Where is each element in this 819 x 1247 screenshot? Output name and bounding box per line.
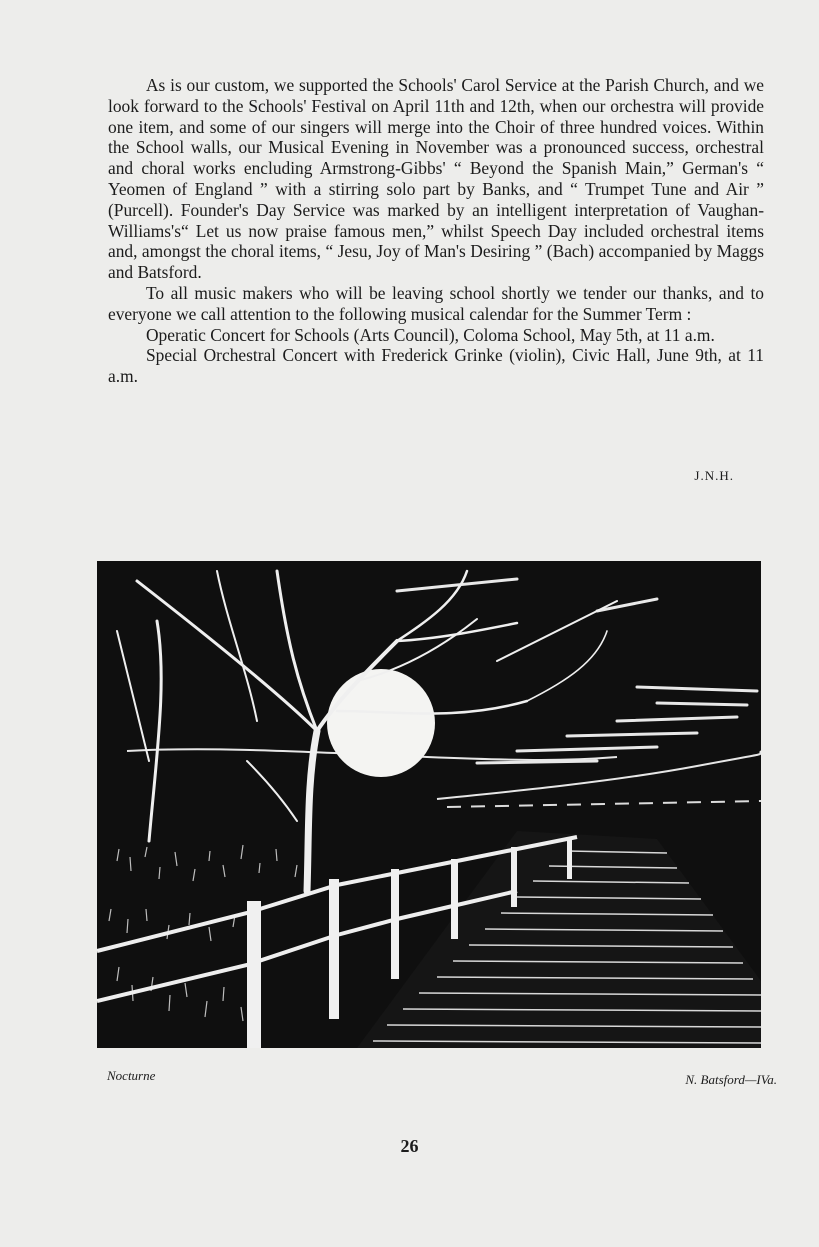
figure-credit: N. Batsford—IVa. [685, 1072, 777, 1087]
linocut-illustration [97, 561, 761, 1048]
paragraph-orchestral-concert: Special Orchestral Concert with Frederick Grinke (violin), Civic Hall, June 9th, at 11 a.m. [108, 345, 764, 387]
paragraph-music-report: As is our custom, we supported the Schools' Carol Service at the Parish Church, and we look forward to the Schools' Festival on April 11th and 12th, when our orchestra will provide one item, and some of our singers will merge into the Choir of three hundred voices. Within the School walls, our Musical Evening in November was a pronounced success, orchestral and choral works encluding Armstrong-Gibbs' “ Beyond the Spanish Main,” German's “ Yeomen of England ” with a stirring solo part by Banks, and “ Trumpet Tune and Air ” (Purcell). Founder's Day Service was marked by an intelligent interpretation of Vaughan-Williams's“ Let us now praise famous men,” whilst Speech Day included orchestral items and, amongst the choral items, “ Jesu, Joy of Man's Desiring ” (Bach) accompanied by Maggs and Batsford. [108, 75, 764, 283]
author-initials: J.N.H. [694, 468, 734, 483]
article-body [108, 75, 764, 387]
page-number: 26 [400, 1136, 419, 1156]
nocturne-linocut [97, 561, 761, 1048]
paragraph-thanks: To all music makers who will be leaving school shortly we tender our thanks, and to everyone we call attention to the following musical calendar for the Summer Term : [108, 282, 764, 324]
paragraph-operatic-concert: Operatic Concert for Schools (Arts Council), Coloma School, May 5th, at 11 a.m. [146, 324, 715, 345]
moon [327, 669, 435, 777]
figure-title: Nocturne [107, 1068, 156, 1083]
